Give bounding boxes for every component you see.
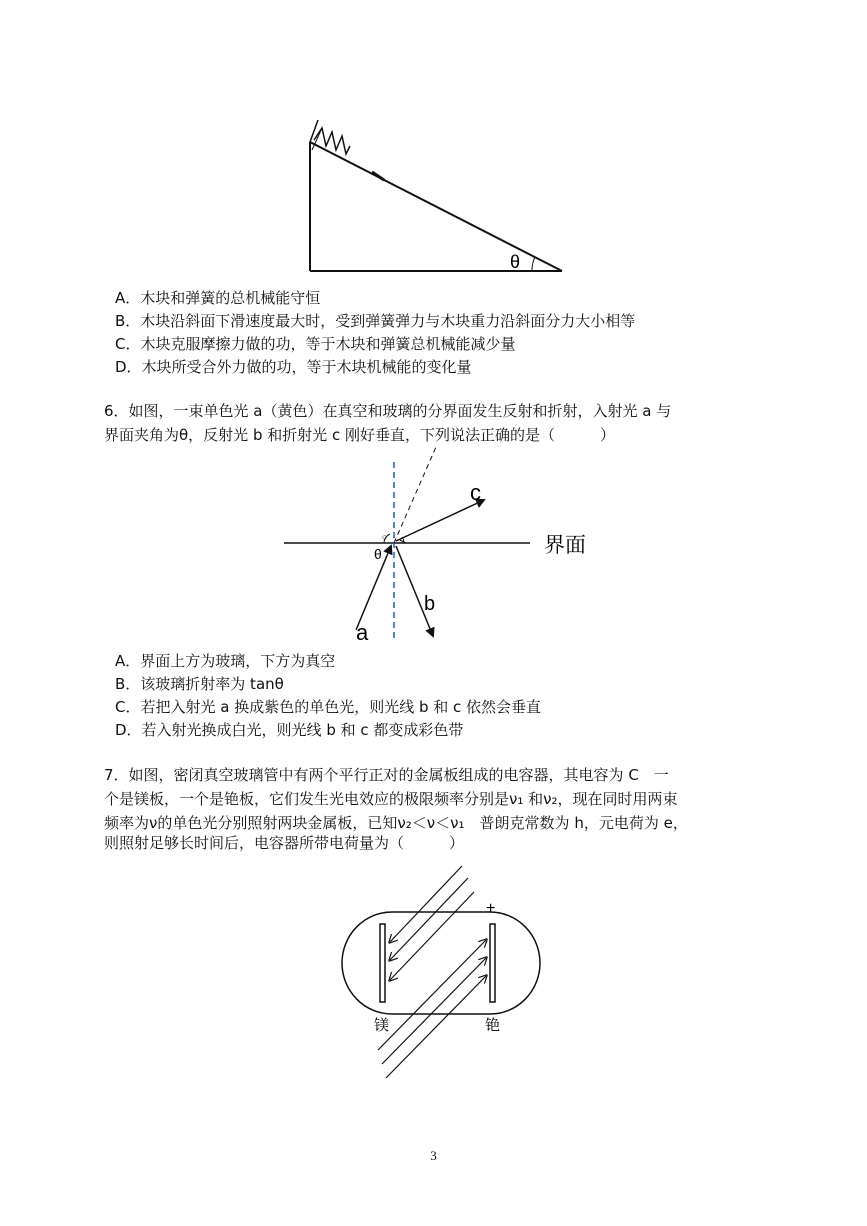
q5-option-b: B．木块沿斜面下滑速度最大时，受到弹簧弹力与木块重力沿斜面分力大小相等	[115, 312, 636, 330]
plus-label: +	[486, 900, 496, 917]
magnesium-label: 镁	[374, 1016, 390, 1034]
theta-label: θ	[374, 546, 382, 562]
cesium-plate	[490, 924, 495, 1002]
small-arc-mark: ○	[382, 532, 388, 542]
q6-stem-line1: 6．如图，一束单色光 a（黄色）在真空和玻璃的分界面发生反射和折射，入射光 a 与	[104, 402, 672, 420]
q5-option-c: C．木块克服摩擦力做的功，等于木块和弹簧总机械能减少量	[115, 335, 516, 353]
q5-option-a: A．木块和弹簧的总机械能守恒	[115, 289, 321, 307]
ray-b-label: b	[424, 593, 436, 615]
angle-theta-label: θ	[510, 252, 521, 272]
q6-stem-line2: 界面夹角为θ，反射光 b 和折射光 c 刚好垂直，下列说法正确的是（ ）	[104, 426, 616, 444]
q5-option-d: D．木块所受合外力做的功，等于木块机械能的变化量	[115, 358, 472, 376]
page-number: 3	[430, 1148, 437, 1163]
ray-a-label: a	[356, 620, 369, 645]
q6-option-a: A．界面上方为玻璃，下方为真空	[115, 652, 336, 670]
q7-stem-line2: 个是镁板，一个是铯板，它们发生光电效应的极限频率分别是ν₁ 和ν₂，现在同时用两束	[104, 790, 678, 808]
q6-option-c: C．若把入射光 a 换成紫色的单色光，则光线 b 和 c 依然会垂直	[115, 698, 542, 716]
interface-label: 界面	[544, 533, 586, 557]
q6-option-d: D．若入射光换成白光，则光线 b 和 c 都变成彩色带	[115, 721, 464, 739]
q6-option-b: B．该玻璃折射率为 tanθ	[115, 675, 284, 693]
q7-stem-line1: 7．如图，密闭真空玻璃管中有两个平行正对的金属板组成的电容器，其电容为 C 一	[104, 766, 669, 784]
q7-stem-line3: 频率为ν的单色光分别照射两块金属板，已知ν₂＜ν＜ν₁ 普朗克常数为 h，元电荷为 e，	[104, 814, 688, 832]
magnesium-plate	[380, 924, 385, 1002]
ray-c-label: c	[470, 480, 481, 505]
cesium-label: 铯	[485, 1016, 501, 1034]
q7-stem-line4: 则照射足够长时间后，电容器所带电荷量为（ ）	[104, 834, 465, 852]
